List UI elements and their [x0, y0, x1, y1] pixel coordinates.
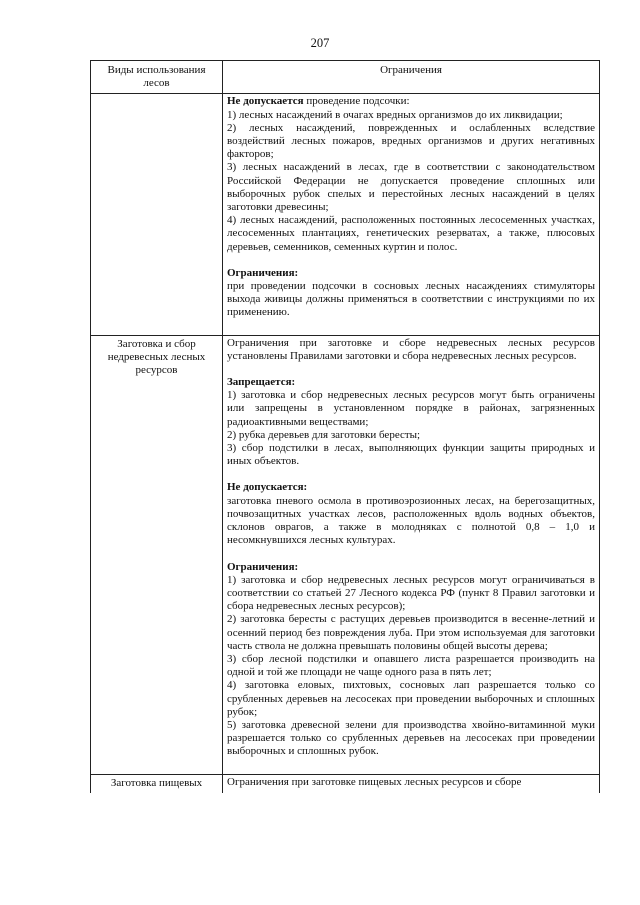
row2-restriction-item-3: 3) сбор лесной подстилки и опавшего листа разрешается производить на одной и той же площади не чаще одного раза в пять лет;	[227, 652, 595, 679]
table-row	[91, 774, 600, 793]
header-restrictions: Ограничения	[223, 61, 600, 94]
row2-prohibited-item-3: 3) сбор подстилки в лесах, выполняющих функции защиты природных и иных объектов.	[227, 442, 595, 468]
row3-kind-cell: Заготовка пищевых	[91, 774, 223, 793]
row2-restrictions-heading: Ограничения:	[227, 560, 299, 573]
table-header-row	[91, 61, 600, 94]
row2-restriction-item-5: 5) заготовка древесной зелени для производства хвойно-витаминной муки разрешается только со срубленных деревьев на лесосеках при проведении выборочных и сплошных рубок.	[227, 718, 595, 758]
row2-restriction-item-2: 2) заготовка бересты с растущих деревьев производится в весенне-летний и осенний период без повреждения луба. При этом используемая для заготовки часть ствола не должна превышать половины общей высоты дерева;	[227, 613, 595, 652]
row2-prohibited-heading: Запрещается:	[227, 376, 296, 389]
row2-restriction-item-1: 1) заготовка и сбор недревесных лесных ресурсов могут ограничиваться в соответствии со статьей 27 Лесного кодекса РФ (пункт 8 Правил заготовки и сбора недревесных лесных ресурсов);	[227, 573, 595, 613]
row2-kind-cell: Заготовка и сбор недревесных лесных ресурсов	[91, 335, 223, 774]
row2-not-allowed-heading: Не допускается:	[227, 481, 308, 494]
row1-item-2: 2) лесных насаждений, поврежденных и ослабленных вследствие воздействий лесных пожаров, вредных организмов и других негативных факторов;	[227, 121, 595, 161]
row2-not-allowed-text: заготовка пневого осмола в противоэрозионных лесах, на берегозащитных, почвозащитных участках лесов, расположенных вдоль водных объектов, склонов оврагов, а также в молодняках с полнотой 0,8 – 1,0 и несомкнувшихся лесных культурах.	[227, 494, 595, 547]
row2-prohibited-item-1: 1) заготовка и сбор недревесных лесных ресурсов могут быть ограничены или запрещены в установленном порядке в районах, загрязненных радиоактивными веществами;	[227, 389, 595, 428]
table-row	[91, 94, 600, 335]
row1-restrictions-cell	[223, 94, 600, 335]
row1-not-allowed-line	[227, 95, 595, 108]
row2-restriction-item-4: 4) заготовка еловых, пихтовых, сосновых лап разрешается только со срубленных деревьев на лесосеках при проведении выборочных и сплошных рубок;	[227, 679, 595, 718]
restrictions-table	[90, 60, 600, 793]
row2-prohibited-item-2: 2) рубка деревьев для заготовки бересты;	[227, 428, 421, 441]
row3-restrictions-cell: Ограничения при заготовке пищевых лесных ресурсов и сборе	[223, 774, 600, 793]
row1-not-allowed-rest: проведение подсочки:	[303, 95, 410, 108]
row1-restrictions-heading: Ограничения:	[227, 266, 299, 279]
row1-kind-cell	[91, 94, 223, 335]
row1-item-1: 1) лесных насаждений в очагах вредных организмов до их ликвидации;	[227, 108, 563, 121]
header-forest-use-types: Виды использования лесов	[91, 61, 223, 94]
row1-item-3: 3) лесных насаждений в лесах, где в соответствии с законодательством Российской Федерации не допускается проведение сплошных или выборочных рубок спелых и перестойных лесных насаждений в целях заготовки древесины;	[227, 161, 595, 214]
row1-restrictions-text: при проведении подсочки в сосновых лесных насаждениях стимуляторы выхода живицы должны применяться в соответствии с инструкциями по их применению.	[227, 280, 595, 319]
page-number: 207	[310, 36, 330, 50]
table-row	[91, 335, 600, 774]
row1-not-allowed-heading: Не допускается	[227, 95, 304, 108]
row1-item-4: 4) лесных насаждений, расположенных постоянных лесосеменных участках, лесосеменных плантациях, генетических резерватах, а также, плюсовых деревьев, семенников, семенных куртин и полос.	[227, 214, 595, 253]
row2-restrictions-cell	[223, 335, 600, 774]
row2-intro: Ограничения при заготовке и сборе недревесных лесных ресурсов установлены Правилами заготовки и сбора недревесных лесных ресурсов.	[227, 336, 595, 362]
